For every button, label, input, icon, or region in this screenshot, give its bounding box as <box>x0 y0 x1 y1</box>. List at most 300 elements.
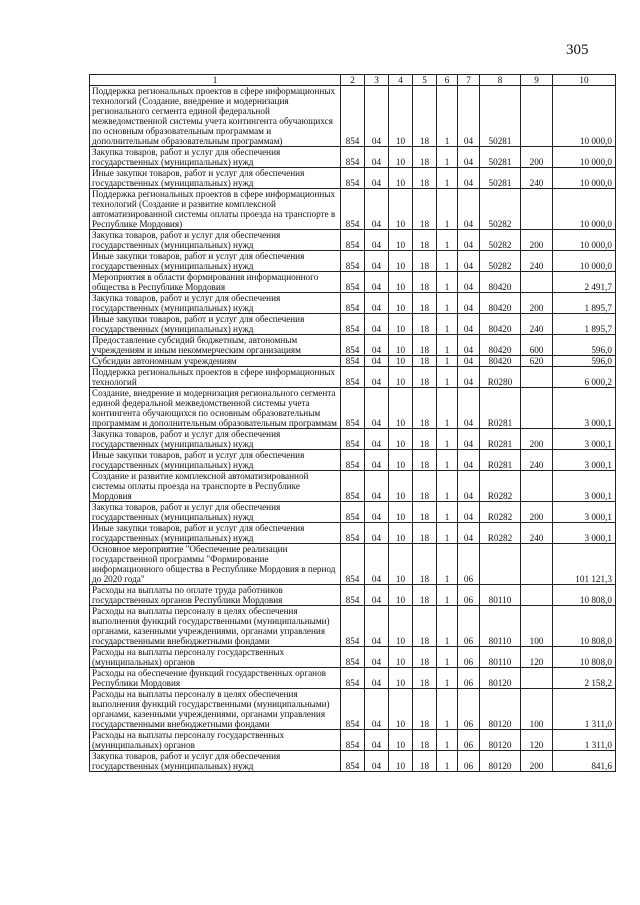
amount: 1 895,7 <box>553 314 616 335</box>
amount: 1 311,0 <box>553 730 616 751</box>
subprogram-code: 1 <box>437 168 458 189</box>
ministry-code: 854 <box>341 606 365 647</box>
expense-type-code <box>521 585 553 606</box>
table-row <box>90 471 616 502</box>
direction-code: R0282 <box>480 523 521 544</box>
ministry-code: 854 <box>341 388 365 429</box>
table-header-row <box>90 75 616 86</box>
direction-code: R0282 <box>480 502 521 523</box>
event-code: 06 <box>458 606 480 647</box>
program-code: 18 <box>413 450 437 471</box>
row-description: Создание и развитие комплексной автоматизированной системы оплаты проезда на транспорте в Республике Мордовия <box>90 471 341 502</box>
section-code: 04 <box>365 450 389 471</box>
expense-type-code <box>521 388 553 429</box>
section-code: 04 <box>365 523 389 544</box>
expense-type-code: 200 <box>521 751 553 772</box>
row-description: Расходы на выплаты персоналу государственных (муниципальных) органов <box>90 647 341 668</box>
program-code: 18 <box>413 471 437 502</box>
subprogram-code: 1 <box>437 471 458 502</box>
section-code: 04 <box>365 314 389 335</box>
row-description: Субсидии автономным учреждениям <box>90 356 341 367</box>
subprogram-code: 1 <box>437 189 458 230</box>
subprogram-code: 1 <box>437 544 458 585</box>
program-code: 18 <box>413 293 437 314</box>
column-header: 7 <box>458 75 480 86</box>
amount: 3 000,1 <box>553 429 616 450</box>
amount: 3 000,1 <box>553 502 616 523</box>
expense-type-code: 100 <box>521 689 553 730</box>
program-code: 18 <box>413 86 437 147</box>
column-header: 1 <box>90 75 341 86</box>
event-code: 04 <box>458 147 480 168</box>
row-description: Закупка товаров, работ и услуг для обеспечения государственных (муниципальных) нужд <box>90 502 341 523</box>
amount: 10 000,0 <box>553 168 616 189</box>
section-code: 04 <box>365 86 389 147</box>
subsection-code: 10 <box>389 471 413 502</box>
subprogram-code: 1 <box>437 606 458 647</box>
ministry-code: 854 <box>341 523 365 544</box>
event-code: 04 <box>458 450 480 471</box>
program-code: 18 <box>413 585 437 606</box>
row-description: Предоставление субсидий бюджетным, автономным учреждениям и иным некоммерческим организациям <box>90 335 341 356</box>
program-code: 18 <box>413 429 437 450</box>
subsection-code: 10 <box>389 450 413 471</box>
direction-code: 50281 <box>480 168 521 189</box>
table-row <box>90 689 616 730</box>
expense-type-code: 200 <box>521 293 553 314</box>
amount: 101 121,3 <box>553 544 616 585</box>
table-row <box>90 251 616 272</box>
subsection-code: 10 <box>389 502 413 523</box>
direction-code: R0281 <box>480 450 521 471</box>
row-description: Поддержка региональных проектов в сфере информационных технологий (Создание и развитие комплексной автоматизированной системы оплаты проезда на транспорте в Республике Мордовия) <box>90 189 341 230</box>
subprogram-code: 1 <box>437 751 458 772</box>
table-row <box>90 647 616 668</box>
ministry-code: 854 <box>341 689 365 730</box>
program-code: 18 <box>413 751 437 772</box>
ministry-code: 854 <box>341 356 365 367</box>
table-row <box>90 751 616 772</box>
ministry-code: 854 <box>341 314 365 335</box>
direction-code: 50281 <box>480 147 521 168</box>
program-code: 18 <box>413 251 437 272</box>
direction-code: R0282 <box>480 471 521 502</box>
subprogram-code: 1 <box>437 730 458 751</box>
ministry-code: 854 <box>341 272 365 293</box>
table-row <box>90 502 616 523</box>
section-code: 04 <box>365 544 389 585</box>
table-body <box>90 86 616 772</box>
direction-code: 80420 <box>480 272 521 293</box>
direction-code: 80420 <box>480 314 521 335</box>
row-description: Расходы на выплаты по оплате труда работников государственных органов Республики Мордовия <box>90 585 341 606</box>
section-code: 04 <box>365 356 389 367</box>
event-code: 06 <box>458 751 480 772</box>
table-row <box>90 544 616 585</box>
expense-type-code: 120 <box>521 730 553 751</box>
event-code: 04 <box>458 367 480 388</box>
expense-type-code <box>521 86 553 147</box>
amount: 10 000,0 <box>553 251 616 272</box>
row-description: Иные закупки товаров, работ и услуг для обеспечения государственных (муниципальных) нужд <box>90 523 341 544</box>
section-code: 04 <box>365 647 389 668</box>
event-code: 04 <box>458 314 480 335</box>
subprogram-code: 1 <box>437 147 458 168</box>
section-code: 04 <box>365 230 389 251</box>
program-code: 18 <box>413 544 437 585</box>
program-code: 18 <box>413 189 437 230</box>
column-header: 4 <box>389 75 413 86</box>
subprogram-code: 1 <box>437 230 458 251</box>
subsection-code: 10 <box>389 314 413 335</box>
table-row <box>90 388 616 429</box>
program-code: 18 <box>413 689 437 730</box>
direction-code: R0281 <box>480 429 521 450</box>
amount: 10 808,0 <box>553 647 616 668</box>
subprogram-code: 1 <box>437 367 458 388</box>
page-number: 305 <box>566 42 589 58</box>
direction-code <box>480 544 521 585</box>
event-code: 04 <box>458 429 480 450</box>
subprogram-code: 1 <box>437 647 458 668</box>
event-code: 04 <box>458 251 480 272</box>
row-description: Закупка товаров, работ и услуг для обеспечения государственных (муниципальных) нужд <box>90 429 341 450</box>
row-description: Расходы на обеспечение функций государственных органов Республики Мордовия <box>90 668 341 689</box>
expense-type-code <box>521 544 553 585</box>
subprogram-code: 1 <box>437 272 458 293</box>
subsection-code: 10 <box>389 523 413 544</box>
row-description: Иные закупки товаров, работ и услуг для обеспечения государственных (муниципальных) нужд <box>90 168 341 189</box>
direction-code: 80120 <box>480 730 521 751</box>
expense-type-code <box>521 668 553 689</box>
expense-type-code: 240 <box>521 168 553 189</box>
ministry-code: 854 <box>341 544 365 585</box>
subsection-code: 10 <box>389 388 413 429</box>
amount: 10 808,0 <box>553 585 616 606</box>
table-row <box>90 585 616 606</box>
expense-type-code: 600 <box>521 335 553 356</box>
direction-code: 80120 <box>480 751 521 772</box>
program-code: 18 <box>413 388 437 429</box>
column-header: 6 <box>437 75 458 86</box>
subsection-code: 10 <box>389 230 413 251</box>
section-code: 04 <box>365 367 389 388</box>
subsection-code: 10 <box>389 689 413 730</box>
section-code: 04 <box>365 751 389 772</box>
amount: 1 895,7 <box>553 293 616 314</box>
event-code: 04 <box>458 86 480 147</box>
section-code: 04 <box>365 730 389 751</box>
event-code: 04 <box>458 502 480 523</box>
direction-code: 80420 <box>480 293 521 314</box>
subsection-code: 10 <box>389 429 413 450</box>
expense-type-code: 100 <box>521 606 553 647</box>
event-code: 04 <box>458 230 480 251</box>
row-description: Иные закупки товаров, работ и услуг для обеспечения государственных (муниципальных) нужд <box>90 251 341 272</box>
subprogram-code: 1 <box>437 585 458 606</box>
ministry-code: 854 <box>341 450 365 471</box>
direction-code: 80420 <box>480 356 521 367</box>
direction-code: 50282 <box>480 189 521 230</box>
amount: 10 000,0 <box>553 230 616 251</box>
direction-code: 80110 <box>480 606 521 647</box>
row-description: Поддержка региональных проектов в сфере информационных технологий <box>90 367 341 388</box>
expense-type-code: 200 <box>521 230 553 251</box>
ministry-code: 854 <box>341 751 365 772</box>
section-code: 04 <box>365 606 389 647</box>
event-code: 04 <box>458 168 480 189</box>
program-code: 18 <box>413 668 437 689</box>
ministry-code: 854 <box>341 147 365 168</box>
ministry-code: 854 <box>341 86 365 147</box>
amount: 6 000,2 <box>553 367 616 388</box>
amount: 10 808,0 <box>553 606 616 647</box>
direction-code: 80120 <box>480 689 521 730</box>
direction-code: 50282 <box>480 230 521 251</box>
subsection-code: 10 <box>389 168 413 189</box>
expense-type-code: 240 <box>521 523 553 544</box>
subprogram-code: 1 <box>437 502 458 523</box>
row-description: Закупка товаров, работ и услуг для обеспечения государственных (муниципальных) нужд <box>90 751 341 772</box>
table-row <box>90 147 616 168</box>
expense-type-code: 240 <box>521 450 553 471</box>
row-description: Закупка товаров, работ и услуг для обеспечения государственных (муниципальных) нужд <box>90 147 341 168</box>
expense-type-code <box>521 189 553 230</box>
direction-code: 80110 <box>480 647 521 668</box>
section-code: 04 <box>365 502 389 523</box>
row-description: Создание, внедрение и модернизация регионального сегмента единой федеральной межведомственной системы учета контингента обучающихся по основным образовательным программам и дополнительным образовательным программам <box>90 388 341 429</box>
event-code: 06 <box>458 585 480 606</box>
subsection-code: 10 <box>389 189 413 230</box>
event-code: 04 <box>458 293 480 314</box>
section-code: 04 <box>365 585 389 606</box>
table-row <box>90 356 616 367</box>
amount: 596,0 <box>553 356 616 367</box>
table-row <box>90 335 616 356</box>
program-code: 18 <box>413 502 437 523</box>
row-description: Расходы на выплаты персоналу в целях обеспечения выполнения функций государственными (муниципальными) органами, казенными учреждениями, органами управления государственными внебюджетными фондами <box>90 606 341 647</box>
ministry-code: 854 <box>341 251 365 272</box>
program-code: 18 <box>413 168 437 189</box>
subsection-code: 10 <box>389 585 413 606</box>
column-header: 10 <box>553 75 616 86</box>
table-row <box>90 230 616 251</box>
program-code: 18 <box>413 367 437 388</box>
row-description: Иные закупки товаров, работ и услуг для обеспечения государственных (муниципальных) нужд <box>90 314 341 335</box>
subsection-code: 10 <box>389 293 413 314</box>
ministry-code: 854 <box>341 293 365 314</box>
column-header: 2 <box>341 75 365 86</box>
row-description: Закупка товаров, работ и услуг для обеспечения государственных (муниципальных) нужд <box>90 230 341 251</box>
ministry-code: 854 <box>341 730 365 751</box>
event-code: 04 <box>458 335 480 356</box>
event-code: 06 <box>458 647 480 668</box>
column-header: 8 <box>480 75 521 86</box>
table-row <box>90 168 616 189</box>
subprogram-code: 1 <box>437 314 458 335</box>
direction-code: 80120 <box>480 668 521 689</box>
section-code: 04 <box>365 668 389 689</box>
table-row <box>90 314 616 335</box>
column-header: 9 <box>521 75 553 86</box>
program-code: 18 <box>413 730 437 751</box>
table-row <box>90 606 616 647</box>
subsection-code: 10 <box>389 251 413 272</box>
direction-code: 80420 <box>480 335 521 356</box>
program-code: 18 <box>413 647 437 668</box>
program-code: 18 <box>413 147 437 168</box>
table-row <box>90 86 616 147</box>
section-code: 04 <box>365 335 389 356</box>
subprogram-code: 1 <box>437 388 458 429</box>
program-code: 18 <box>413 314 437 335</box>
table-row <box>90 730 616 751</box>
amount: 596,0 <box>553 335 616 356</box>
expense-type-code: 200 <box>521 429 553 450</box>
program-code: 18 <box>413 606 437 647</box>
event-code: 04 <box>458 523 480 544</box>
expense-type-code: 200 <box>521 147 553 168</box>
row-description: Основное мероприятие "Обеспечение реализации государственной программы "Формирование информационного общества в Республике Мордовия в период до 2020 года" <box>90 544 341 585</box>
direction-code: 50282 <box>480 251 521 272</box>
subsection-code: 10 <box>389 606 413 647</box>
section-code: 04 <box>365 293 389 314</box>
column-header: 5 <box>413 75 437 86</box>
row-description: Закупка товаров, работ и услуг для обеспечения государственных (муниципальных) нужд <box>90 293 341 314</box>
subsection-code: 10 <box>389 356 413 367</box>
section-code: 04 <box>365 471 389 502</box>
table-row <box>90 272 616 293</box>
direction-code: 80110 <box>480 585 521 606</box>
amount: 3 000,1 <box>553 523 616 544</box>
subprogram-code: 1 <box>437 523 458 544</box>
row-description: Расходы на выплаты персоналу в целях обеспечения выполнения функций государственными (муниципальными) органами, казенными учреждениями, органами управления государственными внебюджетными фондами <box>90 689 341 730</box>
subsection-code: 10 <box>389 272 413 293</box>
column-header: 3 <box>365 75 389 86</box>
amount: 10 000,0 <box>553 86 616 147</box>
amount: 3 000,1 <box>553 471 616 502</box>
amount: 3 000,1 <box>553 450 616 471</box>
expense-type-code: 200 <box>521 502 553 523</box>
table-row <box>90 450 616 471</box>
subprogram-code: 1 <box>437 293 458 314</box>
section-code: 04 <box>365 147 389 168</box>
row-description: Поддержка региональных проектов в сфере информационных технологий (Создание, внедрение и модернизация регионального сегмента единой федеральной межведомственной системы учета контингента обучающихся по основным образовательным программам и дополнительным образовательным программам) <box>90 86 341 147</box>
program-code: 18 <box>413 335 437 356</box>
direction-code: R0281 <box>480 388 521 429</box>
event-code: 06 <box>458 668 480 689</box>
section-code: 04 <box>365 168 389 189</box>
ministry-code: 854 <box>341 189 365 230</box>
table-row <box>90 429 616 450</box>
table-row <box>90 523 616 544</box>
expense-type-code: 240 <box>521 314 553 335</box>
section-code: 04 <box>365 388 389 429</box>
amount: 1 311,0 <box>553 689 616 730</box>
ministry-code: 854 <box>341 502 365 523</box>
ministry-code: 854 <box>341 168 365 189</box>
program-code: 18 <box>413 272 437 293</box>
ministry-code: 854 <box>341 429 365 450</box>
event-code: 04 <box>458 356 480 367</box>
subprogram-code: 1 <box>437 689 458 730</box>
expense-type-code: 120 <box>521 647 553 668</box>
table-row <box>90 189 616 230</box>
subprogram-code: 1 <box>437 251 458 272</box>
ministry-code: 854 <box>341 647 365 668</box>
amount: 3 000,1 <box>553 388 616 429</box>
subsection-code: 10 <box>389 544 413 585</box>
row-description: Расходы на выплаты персоналу государственных (муниципальных) органов <box>90 730 341 751</box>
event-code: 04 <box>458 471 480 502</box>
section-code: 04 <box>365 689 389 730</box>
subsection-code: 10 <box>389 647 413 668</box>
ministry-code: 854 <box>341 585 365 606</box>
event-code: 04 <box>458 272 480 293</box>
expense-type-code: 620 <box>521 356 553 367</box>
subsection-code: 10 <box>389 751 413 772</box>
subsection-code: 10 <box>389 147 413 168</box>
subprogram-code: 1 <box>437 335 458 356</box>
subprogram-code: 1 <box>437 450 458 471</box>
expense-type-code: 240 <box>521 251 553 272</box>
amount: 841,6 <box>553 751 616 772</box>
row-description: Иные закупки товаров, работ и услуг для обеспечения государственных (муниципальных) нужд <box>90 450 341 471</box>
table-row <box>90 293 616 314</box>
amount: 2 491,7 <box>553 272 616 293</box>
ministry-code: 854 <box>341 471 365 502</box>
section-code: 04 <box>365 189 389 230</box>
ministry-code: 854 <box>341 335 365 356</box>
subsection-code: 10 <box>389 668 413 689</box>
subsection-code: 10 <box>389 335 413 356</box>
row-description: Мероприятия в области формирования информационного общества в Республике Мордовия <box>90 272 341 293</box>
event-code: 04 <box>458 388 480 429</box>
event-code: 04 <box>458 189 480 230</box>
program-code: 18 <box>413 356 437 367</box>
amount: 10 000,0 <box>553 147 616 168</box>
event-code: 06 <box>458 689 480 730</box>
table-row <box>90 367 616 388</box>
program-code: 18 <box>413 230 437 251</box>
amount: 2 158,2 <box>553 668 616 689</box>
subprogram-code: 1 <box>437 86 458 147</box>
subprogram-code: 1 <box>437 668 458 689</box>
expense-type-code <box>521 471 553 502</box>
ministry-code: 854 <box>341 230 365 251</box>
subsection-code: 10 <box>389 367 413 388</box>
direction-code: 50281 <box>480 86 521 147</box>
expense-type-code <box>521 367 553 388</box>
amount: 10 000,0 <box>553 189 616 230</box>
subsection-code: 10 <box>389 86 413 147</box>
section-code: 04 <box>365 429 389 450</box>
event-code: 06 <box>458 730 480 751</box>
ministry-code: 854 <box>341 367 365 388</box>
subprogram-code: 1 <box>437 429 458 450</box>
budget-table <box>89 74 616 772</box>
program-code: 18 <box>413 523 437 544</box>
direction-code: R0280 <box>480 367 521 388</box>
subsection-code: 10 <box>389 730 413 751</box>
subprogram-code: 1 <box>437 356 458 367</box>
section-code: 04 <box>365 251 389 272</box>
section-code: 04 <box>365 272 389 293</box>
expense-type-code <box>521 272 553 293</box>
event-code: 06 <box>458 544 480 585</box>
table-row <box>90 668 616 689</box>
ministry-code: 854 <box>341 668 365 689</box>
